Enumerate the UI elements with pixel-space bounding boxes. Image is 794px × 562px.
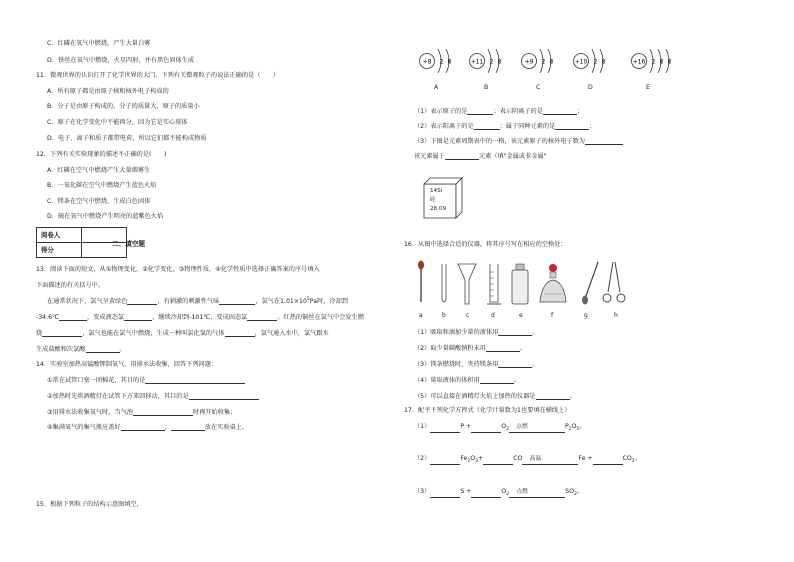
q16-text: 。 xyxy=(569,392,576,400)
section-title: 二、填空题 xyxy=(112,240,145,248)
answer-blank[interactable] xyxy=(42,330,82,337)
q15-part-1 xyxy=(414,108,583,115)
q14-text: ④集满氧气的集气瓶应盖好 xyxy=(47,423,121,431)
nucleus-charge: +16 xyxy=(632,58,646,66)
eq-text: CO xyxy=(513,455,523,462)
q15-stem: 15．根据下列粒子的结构示意图填空， xyxy=(36,501,143,508)
eq-text: + xyxy=(477,455,484,462)
q15-part-3b xyxy=(414,153,547,160)
crucible-tongs-icon xyxy=(603,262,625,302)
q14-text: ①常在试管口塞一团棉花，其目的是 xyxy=(47,376,146,384)
eq-subscript: 2 xyxy=(568,427,572,433)
answer-blank[interactable] xyxy=(445,153,479,160)
instrument-label: d xyxy=(491,312,495,319)
eq-text: P + xyxy=(460,423,472,430)
funnel-icon xyxy=(458,264,476,304)
q16-text: 。 xyxy=(520,344,527,352)
q15-text: ； xyxy=(576,107,584,115)
atom-structure xyxy=(630,43,690,91)
shell-electron-count: 8 xyxy=(667,58,672,66)
eq-text: Fe xyxy=(460,455,468,462)
answer-blank[interactable] xyxy=(585,138,623,145)
answer-blank[interactable] xyxy=(225,330,255,337)
coefficient-blank[interactable] xyxy=(471,426,501,433)
q13-line-2 xyxy=(36,314,364,321)
eq-subscript: 2 xyxy=(467,459,471,465)
q15-text: 元素（填"金属或非金属" xyxy=(478,152,547,160)
reaction-arrow xyxy=(509,497,535,498)
q16-text: （5）可以直接在酒精灯火焰上加热的仪器是 xyxy=(414,392,536,400)
answer-blank[interactable] xyxy=(86,346,120,353)
q13-line-3 xyxy=(36,330,329,337)
shell-electron-count: 8 xyxy=(497,58,502,66)
alcohol-lamp-icon xyxy=(540,264,566,302)
q13-superscript: 5 xyxy=(306,297,310,302)
q16-item-4 xyxy=(414,377,520,384)
q15-text: （3）下图是元素周期表中的一格，该元素原子的核外电子数为 xyxy=(414,137,585,145)
q16-text: （1）吸取和滴加少量的液体用 xyxy=(414,328,499,336)
instrument-label: a xyxy=(419,312,423,319)
shell-electron-count: 8 xyxy=(601,58,606,66)
coefficient-blank[interactable] xyxy=(471,491,501,498)
equation-1 xyxy=(414,424,586,433)
atom-structure xyxy=(468,43,528,91)
q16-text: （3）镁条燃烧时，夹持镁条用 xyxy=(414,360,499,368)
q13-text: 烧 xyxy=(36,329,43,337)
q13-text: ，氯气也能在氯气中燃烧，生成一种叫氯化氢的气体 xyxy=(82,329,225,337)
q16-item-1 xyxy=(414,329,539,336)
q17-stem: 17．配平下列化学方程式（化学计量数为1也要填在横线上） xyxy=(404,407,571,414)
atom-diagram-icon xyxy=(572,43,632,79)
q15-text: ； xyxy=(589,122,596,130)
answer-blank[interactable] xyxy=(543,108,577,115)
instrument-label: h xyxy=(614,312,618,319)
q13-text: Pa时，冷却到 xyxy=(309,298,348,306)
eq-number: （3） xyxy=(414,488,431,495)
q12-option-c: C．镁条在空气中燃烧，生成白色固体 xyxy=(47,198,151,205)
shell-electron-count: 8 xyxy=(549,58,554,66)
q15-part-3 xyxy=(414,138,623,145)
answer-blank[interactable] xyxy=(486,345,520,352)
eq-number: （2） xyxy=(414,455,431,462)
q14-text: 时再开始收集； xyxy=(192,408,237,416)
eq-text: S + xyxy=(460,488,472,495)
shell-electron-count: 8 xyxy=(659,58,664,66)
q11-option-a: A．所有原子都是由原子核和核外电子构成的 xyxy=(47,88,169,95)
atom-diagram-icon xyxy=(520,43,580,79)
answer-blank[interactable] xyxy=(124,314,152,321)
condition-label: 点燃 xyxy=(516,423,528,430)
medicine-spoon-icon xyxy=(582,262,598,305)
atom-label: B xyxy=(484,84,489,91)
eq-subscript: 2 xyxy=(631,459,635,465)
coefficient-blank[interactable] xyxy=(535,491,565,498)
test-tube-icon xyxy=(442,264,446,302)
q15-text: （1）表示原子的是 xyxy=(414,107,468,115)
q13-line-4 xyxy=(36,346,126,353)
q12-option-a: A．红磷在空气中燃烧产生大量烟雾生 xyxy=(47,167,151,174)
q13-line-1 xyxy=(47,298,348,305)
grader-label: 阅卷人 xyxy=(37,228,82,243)
q15-text: （2）表示阳离子的是 xyxy=(414,122,474,130)
q11-option-c: C．原子在化学变化中不能再分，因为它是实心球体 xyxy=(47,119,188,126)
instrument-label: c xyxy=(466,312,470,319)
atom-label: D xyxy=(588,84,593,91)
q15-text: ；属于同种元素的是 xyxy=(499,122,556,130)
q13-text: ，有刺激的刺激性气味 xyxy=(157,298,220,306)
instrument-label: b xyxy=(442,312,446,319)
eq-text: O xyxy=(501,488,507,495)
q11-stem: 11．微观世界的认识打开了化学世界的大门，下列有关微观粒子的说法正确的是（ ） xyxy=(36,72,279,79)
q12-option-b: B．一氧化碳在空气中燃烧产生蓝色火焰 xyxy=(47,182,157,189)
q16-item-5 xyxy=(414,393,576,400)
lab-instruments xyxy=(410,258,626,310)
q13-stem-2: 下面描述的有关括号中。 xyxy=(36,282,105,289)
coefficient-blank[interactable] xyxy=(430,426,460,433)
dropper-icon xyxy=(418,261,424,303)
instrument-label: f xyxy=(551,312,554,319)
eq-text: P xyxy=(564,423,569,430)
q13-stem-1: 13．阅读下面的短文，从①物理变化、②化学变化、③物理性质、④化学性质中选择正确答案的序号填入 xyxy=(36,266,320,273)
answer-blank[interactable] xyxy=(498,361,532,368)
q13-text: ，继续冷却到-101℃，变成固态氯 xyxy=(152,313,248,321)
answer-blank[interactable] xyxy=(536,393,570,400)
answer-blank[interactable] xyxy=(171,424,205,431)
shell-electron-count: 2 xyxy=(489,58,494,66)
q13-text: 在通常状况下，氯气呈黄绿色 xyxy=(47,298,128,306)
q14-item-2 xyxy=(47,393,259,400)
equation-3 xyxy=(414,489,583,498)
q15-text: ；表示阴离子的是 xyxy=(493,107,543,115)
answer-blank[interactable] xyxy=(247,314,277,321)
condition-label: 高温 xyxy=(529,455,542,462)
answer-blank[interactable] xyxy=(480,377,514,384)
answer-blank[interactable] xyxy=(127,298,157,305)
q14-item-1 xyxy=(47,377,245,384)
graduated-cylinder-icon xyxy=(487,264,501,304)
eq-text: O xyxy=(501,423,507,430)
q13-text: -34.6℃ xyxy=(36,313,59,321)
q12-stem: 12．下列有关实验现象的描述不正确的是( ) xyxy=(36,151,167,158)
q16-text: 。 xyxy=(532,360,539,368)
q16-text: 。 xyxy=(532,328,539,336)
eq-text: O xyxy=(571,423,577,430)
q15-part-2 xyxy=(414,123,596,130)
q16-text: （4）量取液体的体积用 xyxy=(414,376,480,384)
q14-text: ②加热时先将酒精灯在试管下方来回移动，其目的是 xyxy=(47,392,189,400)
shell-electron-count: 2 xyxy=(439,58,444,66)
answer-blank[interactable] xyxy=(474,123,500,130)
equation-2 xyxy=(414,456,641,465)
answer-blank[interactable] xyxy=(467,108,493,115)
eq-subscript: 2 xyxy=(506,492,510,498)
instrument-label: e xyxy=(519,312,523,319)
eq-text: Fe + xyxy=(578,455,593,462)
q13-text: 。红热的铜丝在氯气中会发生燃 xyxy=(277,313,364,321)
shell-electron-count: 8 xyxy=(447,58,452,66)
nucleus-charge: +10 xyxy=(574,58,588,66)
reaction-condition xyxy=(509,490,535,498)
q13-text: 生成盐酸和次氯酸 xyxy=(36,345,86,353)
eq-text: CO xyxy=(622,455,632,462)
q14-text: 放在实验桌上。 xyxy=(204,423,249,431)
eq-subscript: 5 xyxy=(576,427,580,433)
q13-text: ，氯气通入水中，氯气跟水 xyxy=(254,329,329,337)
nucleus-charge: +11 xyxy=(470,58,484,66)
element-mass: 28.09 xyxy=(430,206,447,212)
coefficient-blank[interactable] xyxy=(430,491,460,498)
answer-blank[interactable] xyxy=(133,409,193,416)
condition-label: 点燃 xyxy=(516,488,528,495)
nucleus-charge: +8 xyxy=(422,58,432,66)
coefficient-blank[interactable] xyxy=(483,458,513,465)
atom-diagram-icon xyxy=(630,43,690,79)
atom-structure xyxy=(572,43,632,91)
answer-blank[interactable] xyxy=(145,377,245,384)
reaction-condition xyxy=(509,425,535,433)
periodic-table-cell xyxy=(422,176,466,222)
atom-structure xyxy=(520,43,580,91)
shell-electron-count: 2 xyxy=(593,58,598,66)
q13-text: ，变成液态氯 xyxy=(86,313,125,321)
q14-text: ， xyxy=(164,423,171,431)
atom-label: A xyxy=(434,84,439,91)
q16-text: （2）取少量碳酸钠粉末用 xyxy=(414,344,486,352)
element-name: 硅 xyxy=(430,197,436,203)
q13-text: ，氯气在1.01×10 xyxy=(255,298,307,306)
q16-item-2 xyxy=(414,345,526,352)
score-label: 得分 xyxy=(37,243,82,258)
answer-blank[interactable] xyxy=(189,393,259,400)
reaction-arrow xyxy=(509,432,535,433)
eq-subscript: 2 xyxy=(573,492,577,498)
atom-label: C xyxy=(536,84,541,91)
q14-item-4 xyxy=(47,424,248,431)
q14-stem: 14．实验室加热高锰酸钾制氧气，用排水法收集，回答下列问题： xyxy=(36,361,218,368)
reaction-condition xyxy=(522,457,548,465)
coefficient-blank[interactable] xyxy=(593,458,623,465)
instrument-label: g xyxy=(584,312,588,319)
q16-stem: 16．从图中选择合适的仪器，将其序号写在相应的空格处： xyxy=(404,241,567,248)
q10-option-d: D．铁丝在氧气中燃烧，火星四射，并有黑色固体生成 xyxy=(47,57,195,64)
q11-option-d: D．电子、离子和质子都带电荷，所以它们都不能构成物质 xyxy=(47,135,207,142)
q10-option-c: C．红磷在氧气中燃烧，产生大量白雾 xyxy=(47,40,151,47)
shell-electron-count: 2 xyxy=(651,58,656,66)
coefficient-blank[interactable] xyxy=(548,458,578,465)
reagent-bottle-icon xyxy=(512,264,528,304)
eq-number: （1） xyxy=(414,423,431,430)
answer-blank[interactable] xyxy=(219,298,255,305)
eq-text: 。 xyxy=(579,423,586,430)
q16-item-3 xyxy=(414,361,539,368)
q16-text: 。 xyxy=(513,376,520,384)
answer-blank[interactable] xyxy=(555,123,589,130)
shell-electron-count: 2 xyxy=(541,58,546,66)
eq-subscript: 2 xyxy=(506,427,509,433)
coefficient-blank[interactable] xyxy=(430,458,460,465)
q14-text: ③用排水法收集氧气时，当气泡 xyxy=(47,408,133,416)
answer-blank[interactable] xyxy=(498,329,532,336)
nucleus-charge: +9 xyxy=(524,58,534,66)
atom-diagram-icon xyxy=(468,43,528,79)
eq-subscript: 3 xyxy=(475,459,478,465)
eq-text: 。 xyxy=(634,455,641,462)
q13-text: 。 xyxy=(119,345,126,353)
eq-text: O xyxy=(470,455,476,462)
q11-option-b: B．分子是由原子构成的，分子的质量大，原子的质量小 xyxy=(47,103,200,110)
eq-text: 。 xyxy=(576,488,584,495)
q14-item-3 xyxy=(47,409,236,416)
q12-option-d: D．硫在氧气中燃烧产生明亮的蓝紫色火焰 xyxy=(47,213,164,220)
atom-label: E xyxy=(646,84,650,91)
reaction-arrow xyxy=(522,464,548,465)
q15-text: 该元素属于 xyxy=(414,152,445,160)
answer-blank[interactable] xyxy=(121,424,165,431)
eq-text: SO xyxy=(565,488,574,495)
coefficient-blank[interactable] xyxy=(535,426,565,433)
element-number-symbol: 14Si xyxy=(430,188,443,194)
answer-blank[interactable] xyxy=(59,314,87,321)
cube-icon xyxy=(422,176,466,220)
